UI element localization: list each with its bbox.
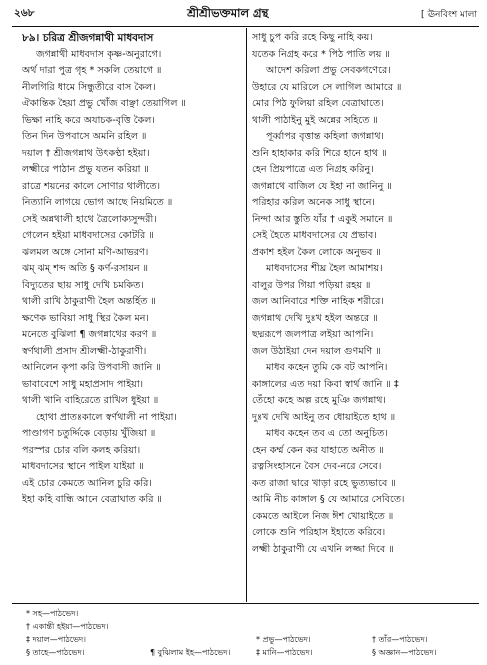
verse-line: জল আনিবারে শক্তি নাহিক শরীরে। — [252, 296, 384, 307]
footnote: § তাহে—পাঠভেদ। — [26, 648, 85, 657]
verse-line: কেমতে আইলে নিজ ঈশ খোয়াইতে ॥ — [252, 510, 394, 522]
verse-line: থালী পাঠাইনু মুই অন্নের সহিতে ॥ — [252, 114, 378, 126]
header-rule — [12, 26, 479, 27]
verse-line: হোথা প্রাতঃকালে স্বর্ণথালী না পাইয়া। — [36, 411, 177, 423]
verse-line: মাধবদাসের শীঘ্র হৈল আমাশয়। — [266, 263, 383, 274]
verse-line: পরস্পর চোর বলি কলহ করিয়া। — [22, 444, 141, 456]
verse-line: রত্নসিংহাসনে বৈস দেব-নরে সেবে। — [252, 461, 382, 472]
verse-line: ঝলমল অঙ্গে সোনা মণি-আভরণ। — [22, 246, 149, 258]
verse-line: জল উঠাইয়া দেন দয়াল গুণমণি ॥ — [252, 345, 381, 357]
verse-line: ছদ্মরূপে জলপাত্র লইয়া আপনি। — [252, 329, 374, 340]
verse-line: নীলগিরি ধামে সিন্ধুতীরে বাস কৈল। — [22, 81, 156, 93]
verse-line: মাধবদাসের স্থানে পাইল যাইয়া ॥ — [22, 461, 144, 472]
verse-line: ইহা কহি বান্ধি আনে বেত্রাঘাত করি ॥ — [22, 494, 162, 505]
verse-line: প্রকাশ হইল কৈল লোকে অনুভব ॥ — [252, 246, 381, 258]
verse-line: ভাবাবেশে সাধু মহাপ্রসাদ পাইয়া। — [22, 378, 144, 390]
page-number: ২৬৮ — [14, 6, 35, 19]
footnote: † একান্তী হইয়া—পাঠভেদ। — [26, 622, 109, 631]
verse-line: লক্ষ্মী ঠাকুরাণী যে এখনি লজ্জা দিবে ॥ — [252, 543, 394, 555]
verse-line: তেঁহো কহে অল্প রহে মুঞি জগন্নাথ। — [252, 395, 386, 406]
verse-line: সাধু চুপ করি রহে কিছু নাহি কয়। — [252, 32, 373, 43]
verse-line: নিন্দা আর স্তুতি যাঁর † একুই সমানে ॥ — [252, 213, 393, 225]
footnote: ‡ মানি—পাঠভেদ। — [256, 648, 313, 657]
verse-line: লক্ষ্মীরে পাঠান প্রভু যতন করিয়া ॥ — [22, 164, 149, 175]
verse-line: স্বর্ণথালী প্রসাদ শ্রীলক্ষ্মী-ঠাকুরাণী। — [22, 345, 147, 357]
verse-line: উহারে যে মারিলে সে লাগিল আমারে ॥ — [252, 81, 402, 93]
verse-line: কাঙ্গালের এত দয়া কিবা স্বার্থ জানি ॥ ‡ — [252, 378, 399, 390]
verse-line: মোর পিঠ ফুলিয়া রহিল বেত্রাঘাতে। — [252, 98, 384, 109]
chapter-label: [ ঊনবিংশ মালা — [421, 9, 477, 20]
right-column — [252, 30, 480, 558]
verse-line: আমি নীচ কাঙ্গাল § যে আমারে সেবিতে। — [252, 494, 405, 505]
verse-line: হেন প্রিয়পাত্রে এত নিগ্রহ করিনু। — [252, 164, 374, 175]
verse-line: জগন্নাথে বাজিল যে ইহা না জানিনু ॥ — [252, 180, 392, 192]
verse-line: মাধব কহেন তুমি কে বট আপনি। — [266, 362, 388, 373]
footnote-rule — [12, 603, 479, 604]
verse-line: জগন্নাথ দেখি দুঃখ হইল অন্তরে ॥ — [252, 312, 378, 324]
footnote: ‡ দয়াল—পাঠভেদ। — [26, 635, 87, 644]
verse-line: সেই হৈতে মাধবদাসের যে প্রভাব। — [252, 230, 377, 241]
verse-line: হেন কর্ম্ম কেন কর যাহাতে অনীত ॥ — [252, 444, 384, 456]
footnote: * প্রভু—পাঠভেদ। — [256, 635, 311, 644]
verse-line: বালুর উপর গিয়া পড়িয়া রহয় ॥ — [252, 279, 371, 291]
verse-line: ক্ষণেক ভাবিয়া সাধু স্থির কৈল মন। — [22, 312, 149, 324]
verse-line: থালী রাখি ঠাকুরাণী হৈল অন্তর্হিত ॥ — [22, 296, 156, 307]
verse-line: মনেতে বুঝিলা ¶ জগন্নাথের করণ ॥ — [22, 329, 157, 340]
verse-line: সেই অন্নথালী হাথে ত্রৈলোক্যসুন্দরী। — [22, 213, 157, 225]
verse-line: অর্থ দারা পুত্র গৃহ * সকলি তেয়াগে ॥ — [22, 65, 162, 76]
page-header — [14, 3, 477, 25]
verse-line: দয়াল † শ্রীজগন্নাথ উৎকণ্ঠা হইয়া। — [22, 147, 150, 159]
verse-line: পরিহার করিল অনেক সাধু স্থানে। — [252, 197, 375, 208]
verse-line: থালী খানি বাহিরেতে রাখিল ধুইয়া ॥ — [22, 395, 159, 406]
verse-line: নিত্যানি লাগয়ে ভোগ আছে নিয়মিতে ॥ — [22, 197, 173, 208]
verse-line: দুঃখ দেখি আইনু তব ধোয়াইতে হাথ ॥ — [252, 411, 396, 423]
footnote: * সহ—পাঠভেদ। — [26, 609, 79, 618]
verse-line: ঐকান্তিক হৈয়া প্রভু খোঁজ বাঞ্ছা তেয়াগিল ॥ — [22, 98, 186, 109]
verse-line: এই চোর কেমতে আনিল চুরি করি। — [22, 477, 152, 489]
verse-line: আনিলেন কৃপা করি উপবাসী জানি ॥ — [22, 362, 161, 373]
section-heading: ৮৯। চরিত্র শ্রীজগন্নাথী মাধবদাস — [22, 32, 154, 44]
left-column — [22, 30, 244, 509]
verse-line: বিদ্যুতের ছায় সাধু দেখি চমকিত। — [22, 279, 144, 291]
verse-line: কত রাজা দ্বারে খাড়া রহে ভুত্যভাবে ॥ — [252, 477, 396, 489]
verse-line: যতেক নিগ্রহ করে * পিঠ পাতি লয় ॥ — [252, 48, 390, 60]
verse-line: আদেশ করিলা প্রভু সেবকগণেরে। — [266, 65, 391, 76]
verse-line: পাণ্ডাগণ চতুর্দ্দিকে বেড়ায় খুঁজিয়া ॥ — [22, 428, 156, 439]
verse-line: লোকে শুনি পরিহাস ইহাতে করিবে। — [252, 527, 386, 538]
verse-line: গেলেন হইয়া মাধবদাসের কোটরি ॥ — [22, 230, 154, 241]
column-divider — [246, 28, 247, 602]
footnote: † তাঁর—পাঠভেদ। — [372, 635, 428, 644]
verse-line: ভিক্ষা নাহি করে অযাচক-বৃত্তি কৈল। — [22, 114, 155, 126]
verse-line: মাধব কহেন তব এ তো অনুচিত। — [266, 428, 388, 439]
footnote: ¶ বুঝিলাম ইহ—পাঠভেদ। — [150, 648, 231, 657]
verse-line: রাত্রে শয়নের কালে সোণার থালীতে। — [22, 180, 161, 192]
verse-line: জগন্নাথী মাধবদাস কৃষ্ণ-অনুরাগে। — [36, 48, 162, 60]
verse-line: পূর্ব্বাপর বৃত্তান্ত কহিলা জগন্নাথ। — [266, 131, 384, 142]
verse-line: ঝম্ ঝম্ শব্দ অতি § কর্ণ-রসায়ন ॥ — [22, 263, 149, 274]
page-title: শ্রীশ্রীভক্তমাল গ্রন্থ — [187, 5, 269, 20]
verse-line: তিন দিন উপবাসে অমনি রহিল ॥ — [22, 131, 147, 142]
verse-line: শুনি হাহাকার করি শিরে হানে হাথ ॥ — [252, 147, 387, 159]
footnote: § অজ্ঞান—পাঠভেদ। — [372, 648, 437, 657]
